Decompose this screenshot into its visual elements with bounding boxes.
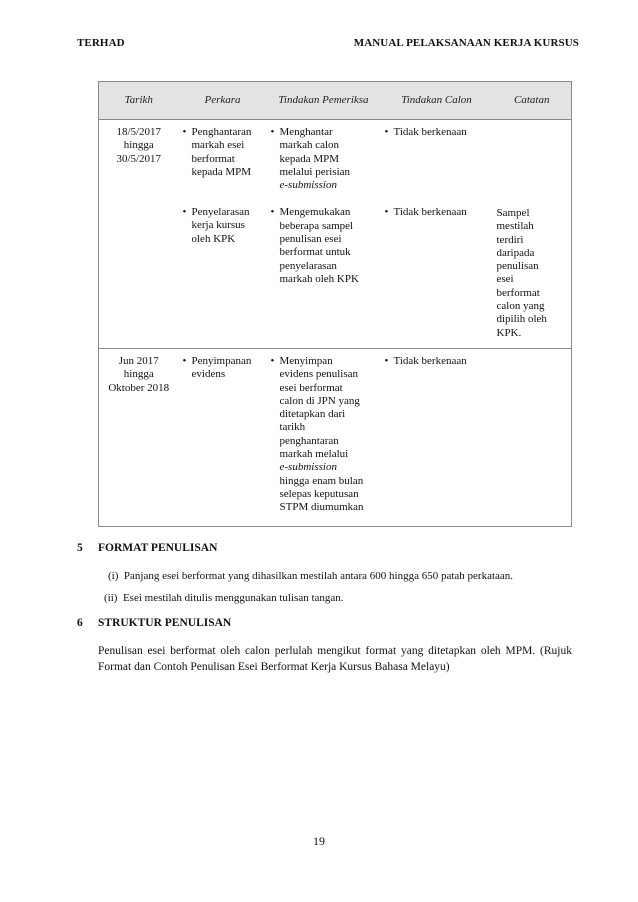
col-header-tindakan-pemeriksa: Tindakan Pemeriksa [267, 82, 381, 120]
section-heading-format [77, 542, 217, 554]
bullet-icon: • [182, 355, 187, 367]
cell-tarikh: 18/5/2017 hingga 30/5/2017 [99, 120, 179, 349]
list-item: • Penyelarasan kerja kursus oleh KPK [182, 206, 250, 245]
cell-tindakan-pemeriksa [267, 349, 381, 527]
list-item: • Menyimpan evidens penulisan esei berformat calon di JPN yang ditetapkan dari tarikh penghantaran markah melalui e-submission hingga enam bulan selepas keputusan STPM diumumkan [270, 355, 364, 514]
section-number: 6 [77, 617, 83, 629]
list-item: • Tidak berkenaan [384, 355, 467, 367]
bullet-icon: • [384, 126, 389, 138]
col-header-tindakan-calon: Tindakan Calon [381, 82, 493, 120]
list-item: • Penyimpanan evidens [182, 355, 252, 381]
cell-tindakan-calon [381, 349, 493, 527]
cell-tarikh: Jun 2017 hingga Oktober 2018 [99, 349, 179, 527]
table-row [99, 349, 572, 527]
col-header-catatan: Catatan [493, 82, 572, 120]
bullet-icon: • [182, 126, 187, 138]
section-heading-struktur [77, 617, 231, 629]
table-row [99, 120, 572, 349]
section-number: 5 [77, 542, 83, 554]
cell-tindakan-calon [381, 120, 493, 349]
list-item: • Menghantar markah calon kepada MPM melalui perisian e-submission [270, 126, 351, 192]
section-title: FORMAT PENULISAN [98, 542, 218, 554]
list-item: (i) Panjang esei berformat yang dihasilkan mestilah antara 600 hingga 650 patah perkataan. [108, 570, 514, 582]
bullet-icon: • [270, 355, 275, 367]
bullet-icon: • [384, 355, 389, 367]
cell-perkara [179, 120, 267, 349]
bullet-icon: • [384, 206, 389, 219]
header-classification: TERHAD [77, 37, 125, 49]
cell-tindakan-pemeriksa [267, 120, 381, 349]
note-text: Sampel mestilah terdiri daripada penulisan esei berformat calon yang dipilih oleh KPK. [496, 207, 547, 339]
list-item: • Tidak berkenaan [384, 126, 467, 138]
cell-perkara [179, 349, 267, 527]
list-item: • Penghantaran markah esei berformat kepada MPM [182, 126, 252, 178]
list-item: (ii) Esei mestilah ditulis menggunakan tulisan tangan. [104, 592, 344, 604]
cell-catatan [493, 349, 572, 527]
bullet-icon: • [182, 206, 187, 219]
section-body: Penulisan esei berformat oleh calon perlulah mengikut format yang ditetapkan oleh MPM. (Rujuk Format dan Contoh Penulisan Esei Berformat Kerja Kursus Bahasa Melayu) [98, 645, 572, 673]
cell-catatan [493, 120, 572, 349]
page-number: 19 [313, 834, 325, 848]
bullet-icon: • [270, 126, 275, 138]
bullet-icon: • [270, 206, 275, 219]
col-header-perkara: Perkara [179, 82, 267, 120]
section-title: STRUKTUR PENULISAN [98, 617, 232, 629]
schedule-table [98, 81, 572, 527]
col-header-tarikh: Tarikh [99, 82, 179, 120]
list-item: • Tidak berkenaan [384, 206, 467, 219]
list-item: • Mengemukakan beberapa sampel penulisan esei berformat untuk penyelarasan markah oleh KPK [270, 206, 359, 285]
header-title: MANUAL PELAKSANAAN KERJA KURSUS [353, 37, 579, 49]
table-header-row [99, 82, 572, 120]
